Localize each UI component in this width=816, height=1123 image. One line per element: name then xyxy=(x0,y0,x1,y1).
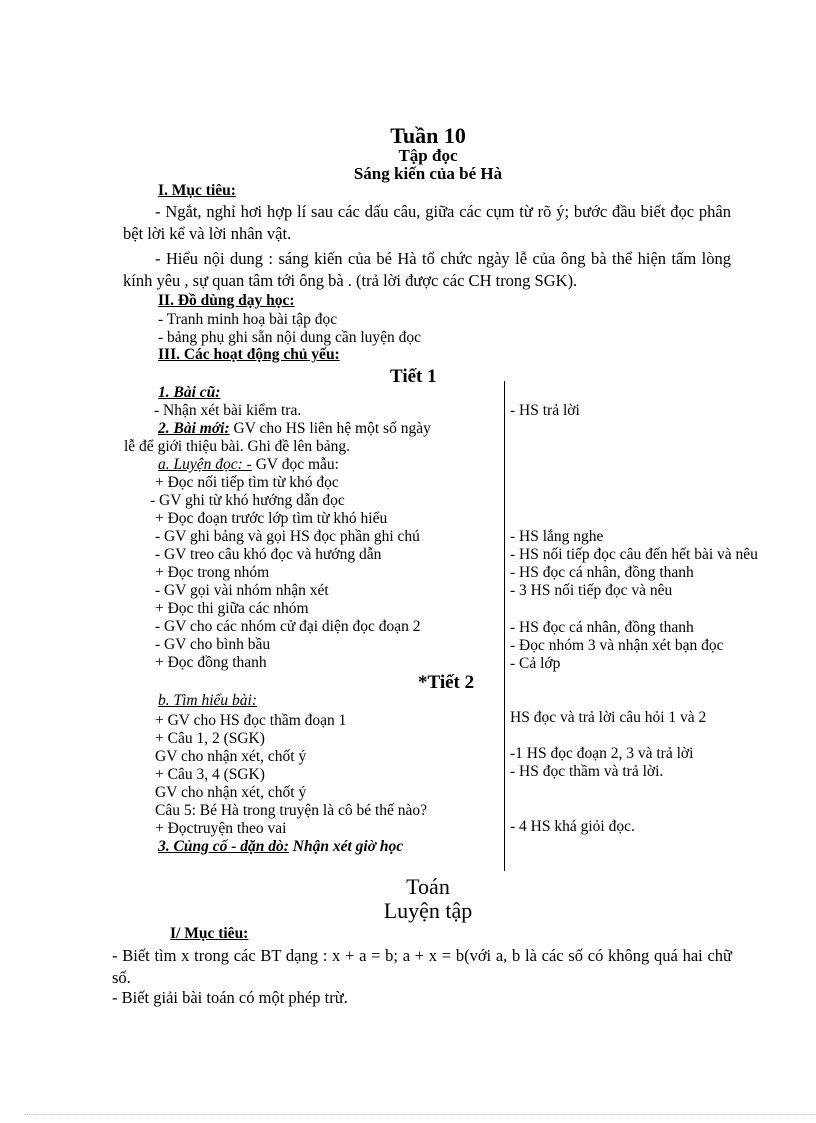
activity-row: + Câu 3, 4 (SGK) xyxy=(155,766,265,783)
activity-row: - GV gọi vài nhóm nhận xét xyxy=(155,582,329,599)
section-activities-heading: III. Các hoạt động chủ yếu: xyxy=(158,346,340,363)
activity-row: - GV ghi bảng và gọi HS đọc phần ghi chú xyxy=(155,528,420,545)
reading-practice-text: GV đọc mẫu: xyxy=(251,456,339,473)
new-lesson-continuation: lễ để giới thiệu bài. Ghi đề lên bảng. xyxy=(124,438,350,455)
student-response: - HS lắng nghe xyxy=(510,528,604,545)
section-objectives-heading: I. Mục tiêu: xyxy=(158,182,236,199)
student-response: - Đọc nhóm 3 và nhận xét bạn đọc xyxy=(510,637,724,654)
math-objective-paragraph-2: - Biết giải bài toán có một phép trừ. xyxy=(112,988,348,1007)
new-lesson-heading: 2. Bài mới: xyxy=(158,420,230,437)
student-response: - HS trả lời xyxy=(510,402,580,419)
activity-row: + Câu 1, 2 (SGK) xyxy=(155,730,265,747)
materials-item-2: - bảng phụ ghi sẵn nội dung cần luyện đọc xyxy=(158,329,422,346)
math-subject-title: Toán xyxy=(406,874,450,899)
math-objectives-heading: I/ Mục tiêu: xyxy=(170,925,249,942)
consolidation-text: Nhận xét giờ học xyxy=(288,838,404,855)
new-lesson-text: GV cho HS liên hệ một số ngày xyxy=(229,420,431,437)
activity-row: - GV ghi từ khó hướng dẫn đọc xyxy=(150,492,345,509)
week-title: Tuần 10 xyxy=(390,123,466,148)
activity-row: GV cho nhận xét, chốt ý xyxy=(155,784,307,801)
section-materials-heading: II. Đồ dùng dạy học: xyxy=(158,292,295,309)
column-divider xyxy=(504,381,505,871)
period-1-heading: Tiết 1 xyxy=(390,366,437,387)
footer-dotted-line xyxy=(24,1114,816,1115)
consolidation-line xyxy=(158,838,403,856)
activity-row: + Đọc nối tiếp tìm từ khó đọc xyxy=(155,474,339,491)
comprehension-heading: b. Tìm hiểu bài: xyxy=(158,692,258,709)
lesson-title: Sáng kiến của bé Hà xyxy=(353,164,503,183)
activity-row: + GV cho HS đọc thầm đoạn 1 xyxy=(155,712,347,729)
new-lesson-line xyxy=(158,420,431,438)
activity-row: GV cho nhận xét, chốt ý xyxy=(155,748,307,765)
objective-paragraph-2: - Hiểu nội dung : sáng kiến của bé Hà tổ chức ngày lễ của ông bà thể hiện tấm lòng kính yêu , sự quan tâm tới ông bà . (trả lời được các CH trong SGK). xyxy=(123,249,731,290)
objective-paragraph-1: - Ngắt, nghỉ hơi hợp lí sau các dấu câu, giữa các cụm từ rõ ý; bước đầu biết đọc phân bệt lời kể và lời nhân vật. xyxy=(123,202,731,243)
activity-row: - GV cho bình bầu xyxy=(155,636,271,653)
student-response: - Cả lớp xyxy=(510,655,561,672)
activity-row: - GV cho các nhóm cử đại diện đọc đoạn 2 xyxy=(155,618,421,635)
student-response: HS đọc và trả lời câu hỏi 1 và 2 xyxy=(510,709,707,726)
subject-title: Tập đọc xyxy=(398,146,458,165)
student-response: - 4 HS khá giỏi đọc. xyxy=(510,818,635,835)
math-lesson-title: Luyện tập xyxy=(383,898,473,923)
student-response: -1 HS đọc đoạn 2, 3 và trả lời xyxy=(510,745,694,762)
student-response: - 3 HS nối tiếp đọc và nêu xyxy=(510,582,673,599)
activity-row: + Đọc trong nhóm xyxy=(155,564,270,581)
activity-row: Câu 5: Bé Hà trong truyện là cô bé thế nào? xyxy=(155,802,428,819)
consolidation-heading: 3. Củng cố - dặn dò: xyxy=(158,838,289,855)
activity-row: + Đọctruyện theo vai xyxy=(155,820,287,837)
activity-row: + Đọc thi giữa các nhóm xyxy=(155,600,309,617)
student-response: - HS nối tiếp đọc câu đến hết bài và nêu xyxy=(510,546,758,563)
math-objective-paragraph-1: - Biết tìm x trong các BT dạng : x + a = b; a + x = b(với a, b là các số có không quá hai chữ số. xyxy=(112,946,732,987)
activity-row: + Đọc đoạn trước lớp tìm từ khó hiểu xyxy=(155,510,388,527)
student-response: - HS đọc cá nhân, đồng thanh xyxy=(510,619,694,636)
old-lesson-heading: 1. Bài cũ: xyxy=(158,384,221,401)
student-response: - HS đọc cá nhân, đồng thanh xyxy=(510,564,694,581)
activity-row: + Đọc đồng thanh xyxy=(155,654,267,671)
activity-row: - Nhận xét bài kiểm tra. xyxy=(154,402,302,419)
materials-item-1: - Tranh minh hoạ bài tập đọc xyxy=(158,311,338,328)
period-2-heading: *Tiết 2 xyxy=(418,672,475,693)
reading-practice-line xyxy=(158,456,339,474)
activity-row: - GV treo câu khó đọc và hướng dẫn xyxy=(155,546,382,563)
student-response: - HS đọc thầm và trả lời. xyxy=(510,763,664,780)
reading-practice-heading: a. Luyện đọc: - xyxy=(158,456,252,473)
